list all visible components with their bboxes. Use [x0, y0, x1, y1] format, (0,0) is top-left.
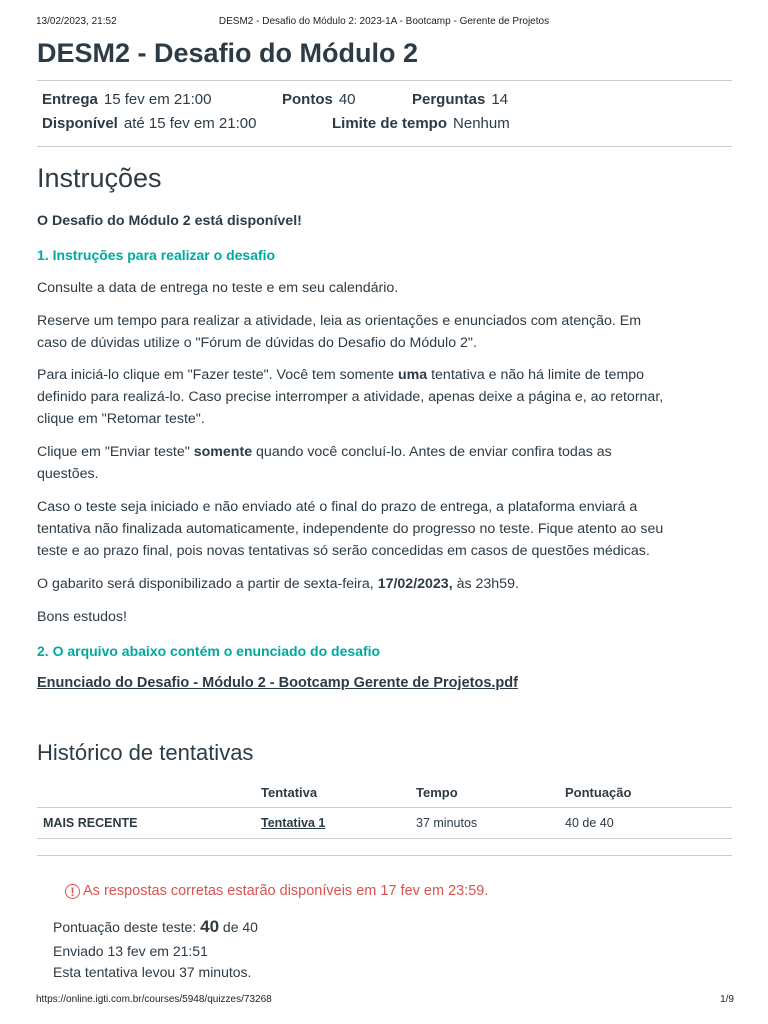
paragraph: Consulte a data de entrega no teste e em seu calendário. [37, 280, 399, 296]
history-table [37, 778, 732, 839]
section-2-heading: 2. O arquivo abaixo contém o enunciado do desafio [37, 643, 381, 659]
meta-limite-value: Nenhum [453, 115, 510, 132]
text: quando você concluí-lo. Antes de enviar confira todas as [252, 444, 612, 460]
text: O gabarito será disponibilizado a partir de sexta-feira, [37, 576, 378, 592]
paragraph [37, 496, 727, 562]
page-title: DESM2 - Desafio do Módulo 2 [37, 38, 419, 68]
meta-pontos-label: Pontos [282, 91, 333, 108]
meta-disponivel-label: Disponível [42, 115, 118, 132]
text-bold: uma [397, 367, 428, 383]
score-label: Pontuação deste teste: [53, 919, 201, 935]
meta-limite [332, 115, 510, 132]
meta-disponivel-value: até 15 fev em 21:00 [123, 115, 257, 132]
print-doc-title: DESM2 - Desafio do Módulo 2: 2023-1A - Bootcamp - Gerente de Projetos [218, 16, 550, 27]
file-link-wrap [37, 672, 727, 694]
warning-icon: ! [65, 884, 80, 899]
sent-date: Enviado 13 fev em 21:51 [53, 943, 208, 959]
table-row [37, 808, 732, 839]
paragraph-line: tentativa não finalizada automaticamente, independente do progresso no teste. Fique atento ao seu [37, 521, 664, 537]
paragraph-line: questões. [37, 466, 99, 482]
paragraph-line: definido para realizá-lo. Caso precise interromper a atividade, apenas deixe a página e, ao retornar, [37, 389, 664, 405]
paragraph-line [37, 441, 727, 463]
paragraph-line: caso de dúvidas utilize o "Fórum de dúvidas do Desafio do Módulo 2". [37, 335, 477, 351]
meta-entrega-label: Entrega [42, 91, 98, 108]
text-bold: somente [193, 444, 253, 460]
attempt-cell [255, 808, 410, 839]
score-line [53, 917, 258, 937]
answers-alert [65, 883, 488, 899]
text-bold: 17/02/2023, [377, 576, 453, 592]
history-heading: Histórico de tentativas [37, 740, 254, 765]
paragraph [37, 364, 727, 430]
meta-limite-label: Limite de tempo [332, 115, 448, 132]
attempt-status: MAIS RECENTE [37, 808, 255, 839]
paragraph-line: Caso o teste seja iniciado e não enviado até o final do prazo de entrega, a plataforma enviará a [37, 499, 638, 515]
print-url: https://online.igti.com.br/courses/5948/quizzes/73268 [36, 994, 272, 1005]
meta-entrega-value: 15 fev em 21:00 [103, 91, 212, 108]
paragraph-line: teste e ao prazo final, pois novas tentativas só serão concedidas em casos de questões médicas. [37, 543, 650, 559]
paragraph [37, 573, 727, 595]
available-notice: O Desafio do Módulo 2 está disponível! [37, 213, 302, 229]
history-header-row [37, 778, 732, 808]
section-1-heading: 1. Instruções para realizar o desafio [37, 247, 276, 263]
column-header: Pontuação [565, 785, 632, 800]
divider [37, 146, 732, 147]
column-header [37, 778, 255, 808]
meta-pontos [282, 91, 356, 108]
attempt-duration: Esta tentativa levou 37 minutos. [53, 964, 252, 980]
meta-entrega [42, 91, 211, 108]
text: às 23h59. [452, 576, 519, 592]
meta-pontos-value: 40 [338, 91, 356, 108]
paragraph-line [37, 364, 727, 386]
meta-perguntas-label: Perguntas [412, 91, 486, 108]
text: tentativa e não há limite de tempo [427, 367, 645, 383]
score-total: de 40 [219, 919, 258, 935]
alert-text: As respostas corretas estarão disponíveis em 17 fev em 23:59. [83, 883, 489, 899]
divider [37, 855, 732, 856]
text: Clique em "Enviar teste" [37, 444, 194, 460]
print-page-number: 1/9 [720, 994, 734, 1005]
paragraph: Bons estudos! [37, 609, 127, 625]
column-header: Tentativa [261, 785, 318, 800]
meta-disponivel [42, 115, 256, 132]
paragraph-line: clique em "Retomar teste". [37, 411, 205, 427]
paragraph [37, 441, 727, 485]
meta-perguntas-value: 14 [491, 91, 509, 108]
column-header: Tempo [416, 785, 458, 800]
score-value: 40 [200, 917, 220, 936]
attempt-time: 37 minutos [410, 808, 559, 839]
attempt-score: 40 de 40 [559, 808, 732, 839]
instructions-heading: Instruções [37, 163, 162, 193]
text: Para iniciá-lo clique em "Fazer teste". Você tem somente [37, 367, 398, 383]
paragraph-line: Reserve um tempo para realizar a atividade, leia as orientações e enunciados com atenção. Em [37, 313, 642, 329]
divider [37, 80, 732, 81]
meta-perguntas [412, 91, 508, 108]
paragraph [37, 310, 727, 354]
file-download-link[interactable]: Enunciado do Desafio - Módulo 2 - Bootcamp Gerente de Projetos.pdf [37, 675, 518, 691]
attempt-link[interactable]: Tentativa 1 [261, 816, 326, 830]
print-datetime: 13/02/2023, 21:52 [36, 16, 117, 27]
